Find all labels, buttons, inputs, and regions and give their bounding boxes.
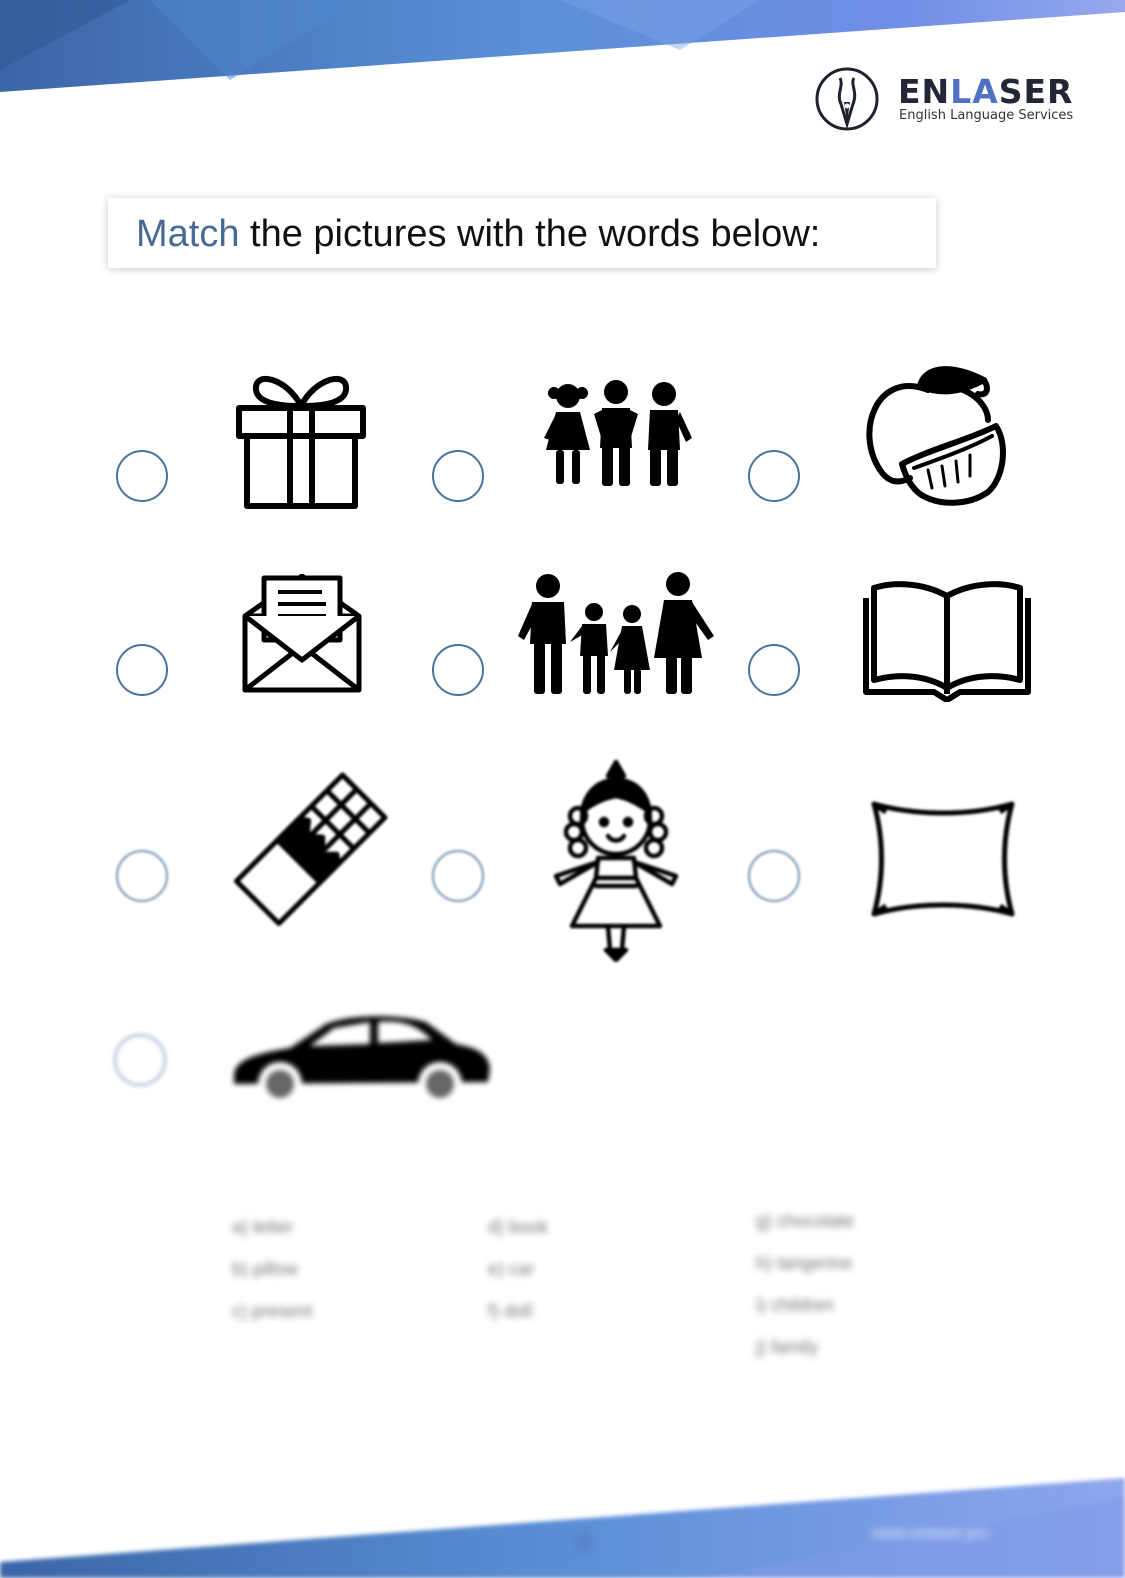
word-item: b) pillow: [232, 1259, 299, 1279]
word-item: h) tangerine: [756, 1253, 853, 1273]
word-item: a) letter: [232, 1217, 294, 1237]
brand-logo: [814, 66, 1074, 136]
letter-icon: [242, 574, 362, 694]
family-icon: [518, 572, 714, 696]
answer-circle[interactable]: [432, 644, 484, 696]
pen-nib-logo-icon: [814, 66, 880, 132]
pillow-icon: [866, 796, 1020, 922]
brand-name: [898, 74, 1073, 110]
word-bank-column-2: [488, 1206, 548, 1332]
answer-circle[interactable]: [748, 644, 800, 696]
answer-circle[interactable]: [748, 850, 800, 902]
word-bank-column-1: [232, 1206, 312, 1332]
instruction-text: the pictures with the words below:: [239, 213, 821, 255]
bottom-decorative-band: [0, 1458, 1125, 1578]
answer-circle[interactable]: [116, 850, 168, 902]
book-icon: [862, 580, 1032, 702]
brand-name-part: SER: [998, 72, 1074, 111]
word-item: f) doll: [488, 1301, 533, 1321]
word-item: c) present: [232, 1301, 313, 1321]
children-icon: [540, 380, 692, 488]
answer-circle[interactable]: [114, 1034, 166, 1086]
footer-url: www.enlaser.pro: [872, 1525, 990, 1542]
car-icon: [230, 1010, 492, 1110]
instruction-box: [108, 198, 936, 268]
answer-circle[interactable]: [432, 850, 484, 902]
brand-tagline: English Language Services: [899, 108, 1074, 123]
brand-name-accent: LA: [950, 72, 999, 111]
word-item: e) car: [488, 1259, 535, 1279]
instruction-highlight: Match: [136, 213, 240, 255]
brand-name-part: EN: [898, 72, 951, 111]
gift-icon: [232, 368, 370, 512]
page-number-dot: [574, 1532, 594, 1552]
word-bank-column-3: [756, 1200, 854, 1368]
word-item: g) chocolate: [756, 1211, 855, 1231]
word-item: i) children: [756, 1295, 835, 1315]
word-item: j) family: [756, 1337, 818, 1357]
doll-icon: [552, 758, 680, 962]
chocolate-icon: [228, 770, 392, 930]
answer-circle[interactable]: [432, 450, 484, 502]
answer-circle[interactable]: [116, 450, 168, 502]
answer-circle[interactable]: [748, 450, 800, 502]
word-item: d) book: [488, 1217, 549, 1237]
answer-circle[interactable]: [116, 644, 168, 696]
tangerine-icon: [858, 360, 1008, 508]
